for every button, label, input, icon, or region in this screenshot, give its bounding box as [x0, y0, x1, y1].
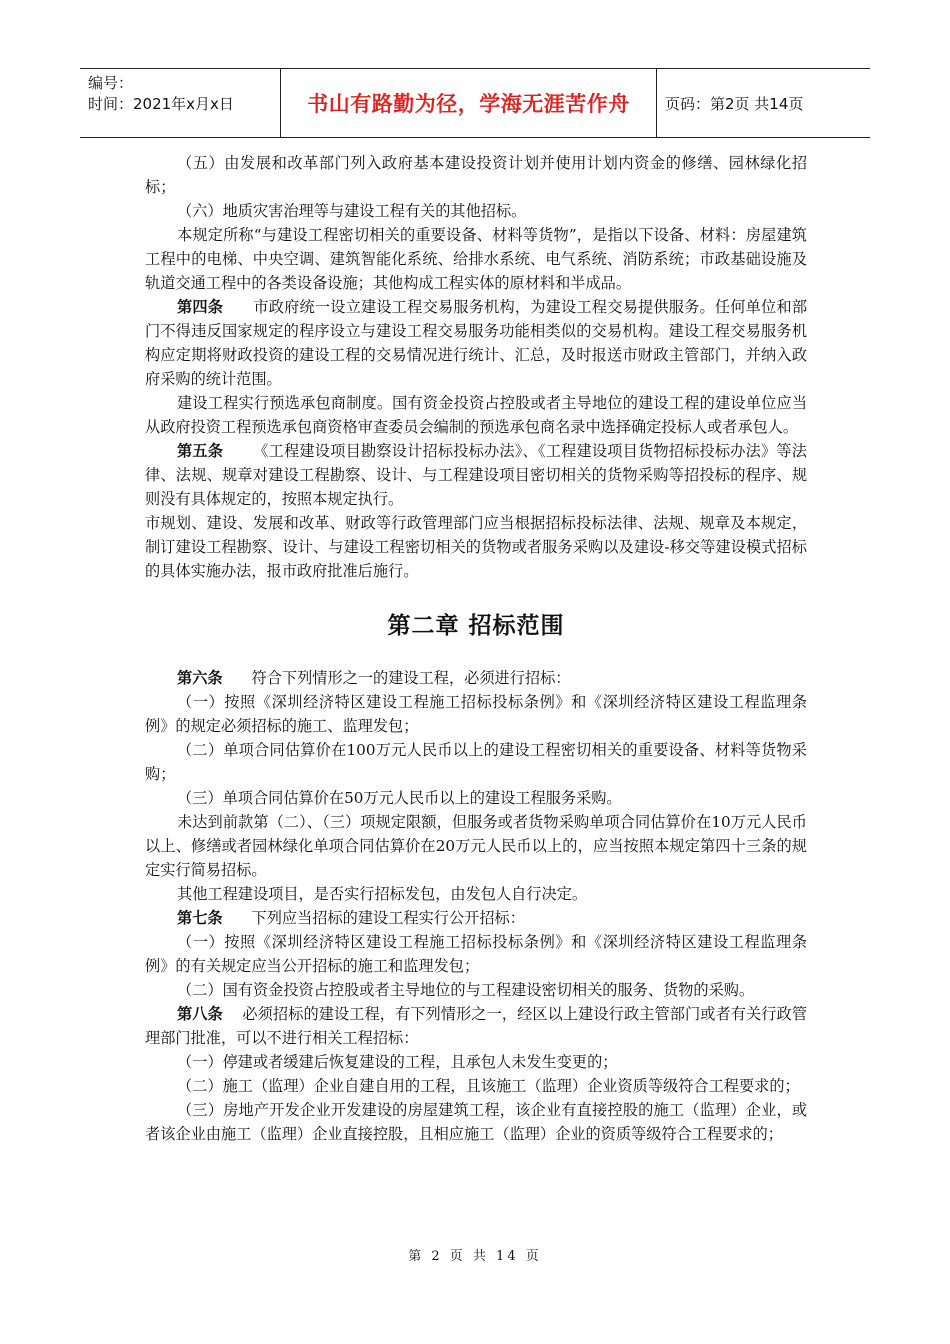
paragraph: [145, 690, 807, 738]
paragraph: [145, 666, 807, 690]
paragraph: [145, 738, 807, 786]
paragraph: [145, 391, 807, 439]
paragraph-text: （二）单项合同估算价在100万元人民币以上的建设工程密切相关的重要设备、材料等货物采购；: [145, 741, 807, 783]
paragraph: [145, 439, 807, 511]
paragraph: [145, 906, 807, 930]
paragraph-text: 本规定所称“与建设工程密切相关的重要设备、材料等货物”，是指以下设备、材料：房屋建筑工程中的电梯、中央空调、建筑智能化系统、给排水系统、电气系统、消防系统；市政基础设施及轨道交通工程中的各类设备设施；其他构成工程实体的原材料和半成品。: [145, 226, 807, 292]
time-label: 时间：2021年x月x日: [88, 95, 234, 113]
paragraph-text: （六）地质灾害治理等与建设工程有关的其他招标。: [177, 202, 527, 220]
paragraph: [145, 511, 807, 583]
paragraph-text: （一）按照《深圳经济特区建设工程施工招标投标条例》和《深圳经济特区建设工程监理条例》的规定必须招标的施工、监理发包；: [145, 693, 807, 735]
paragraph-text: （五）由发展和改革部门列入政府基本建设投资计划并使用计划内资金的修缮、园林绿化招标；: [145, 154, 807, 196]
document-body: [145, 151, 807, 1146]
paragraph: [145, 295, 807, 391]
paragraph: [145, 1074, 807, 1098]
paragraph-text: （二）国有资金投资占控股或者主导地位的与工程建设密切相关的服务、货物的采购。: [177, 981, 755, 999]
header-meta: [80, 69, 280, 137]
paragraph-text: （一）按照《深圳经济特区建设工程施工招标投标条例》和《深圳经济特区建设工程监理条例》的有关规定应当公开招标的施工和监理发包；: [145, 933, 807, 975]
paragraph-text: （三）单项合同估算价在50万元人民币以上的建设工程服务采购。: [177, 789, 622, 807]
paragraph-text: （三）房地产开发企业开发建设的房屋建筑工程，该企业有直接控股的施工（监理）企业，或者该企业由施工（监理）企业直接控股，且相应施工（监理）企业的资质等级符合工程要求的；: [145, 1101, 807, 1143]
header-motto: 书山有路勤为径，学海无涯苦作舟: [280, 69, 657, 137]
paragraph: [145, 1098, 807, 1146]
page-footer: 第 2 页 共 14 页: [408, 1249, 542, 1264]
article-number: 第七条: [177, 909, 223, 927]
paragraph-text: 符合下列情形之一的建设工程，必须进行招标：: [222, 669, 571, 687]
paragraph: [145, 978, 807, 1002]
paragraph: [145, 223, 807, 295]
code-label: 编号：: [88, 74, 134, 92]
section-top: [145, 151, 807, 583]
paragraph-text: 未达到前款第（二）、（三）项规定限额，但服务或者货物采购单项合同估算价在10万元人民币以上、修缮或者园林绿化单项合同估算价在20万元人民币以上的，应当按照本规定第四十三条的规定实行简易招标。: [145, 813, 807, 879]
paragraph: [145, 1002, 807, 1050]
paragraph-text: 建设工程实行预选承包商制度。国有资金投资占控股或者主导地位的建设工程的建设单位应当从政府投资工程预选承包商资格审查委员会编制的预选承包商名录中选择确定投标人或者承包人。: [145, 394, 807, 436]
paragraph-text: 其他工程建设项目，是否实行招标发包，由发包人自行决定。: [177, 885, 588, 903]
paragraph: [145, 1050, 807, 1074]
paragraph: [145, 199, 807, 223]
chapter-title: 第二章 招标范围: [387, 613, 565, 639]
article-number: 第四条: [177, 298, 224, 316]
header-page-number: 页码：第2页 共14页: [665, 94, 804, 113]
paragraph: [145, 930, 807, 978]
paragraph: [145, 151, 807, 199]
article-number: 第五条: [177, 442, 224, 460]
article-number: 第八条: [177, 1005, 223, 1023]
article-number: 第六条: [177, 669, 223, 687]
paragraph: [145, 786, 807, 810]
paragraph: [145, 810, 807, 882]
section-bottom: [145, 666, 807, 1146]
paragraph-text: （二）施工（监理）企业自建自用的工程，且该施工（监理）企业资质等级符合工程要求的；: [177, 1077, 800, 1095]
paragraph-text: 下列应当招标的建设工程实行公开招标：: [222, 909, 525, 927]
paragraph-text: 市政府统一设立建设工程交易服务机构，为建设工程交易提供服务。任何单位和部门不得违反国家规定的程序设立与建设工程交易服务功能相类似的交易机构。建设工程交易服务机构应定期将财政投资的建设工程的交易情况进行统计、汇总，及时报送市财政主管部门，并纳入政府采购的统计范围。: [145, 298, 808, 388]
paragraph-text: 必须招标的建设工程，有下列情形之一，经区以上建设行政主管部门或者有关行政管理部门批准，可以不进行相关工程招标：: [145, 1005, 808, 1047]
paragraph-text: 《工程建设项目勘察设计招标投标办法》、《工程建设项目货物招标投标办法》等法律、法规、规章对建设工程勘察、设计、与工程建设项目密切相关的货物采购等招投标的程序、规则没有具体规定的，按照本规定执行。: [145, 442, 807, 508]
paragraph-text: （一）停建或者缓建后恢复建设的工程，且承包人未发生变更的；: [177, 1053, 618, 1071]
paragraph: [145, 882, 807, 906]
paragraph-text: 市规划、建设、发展和改革、财政等行政管理部门应当根据招标投标法律、法规、规章及本规定，制订建设工程勘察、设计、与建设工程密切相关的货物或者服务采购以及建设-移交等建设模式招标的具体实施办法，报市政府批准后施行。: [145, 514, 807, 580]
page-header: [80, 68, 870, 138]
